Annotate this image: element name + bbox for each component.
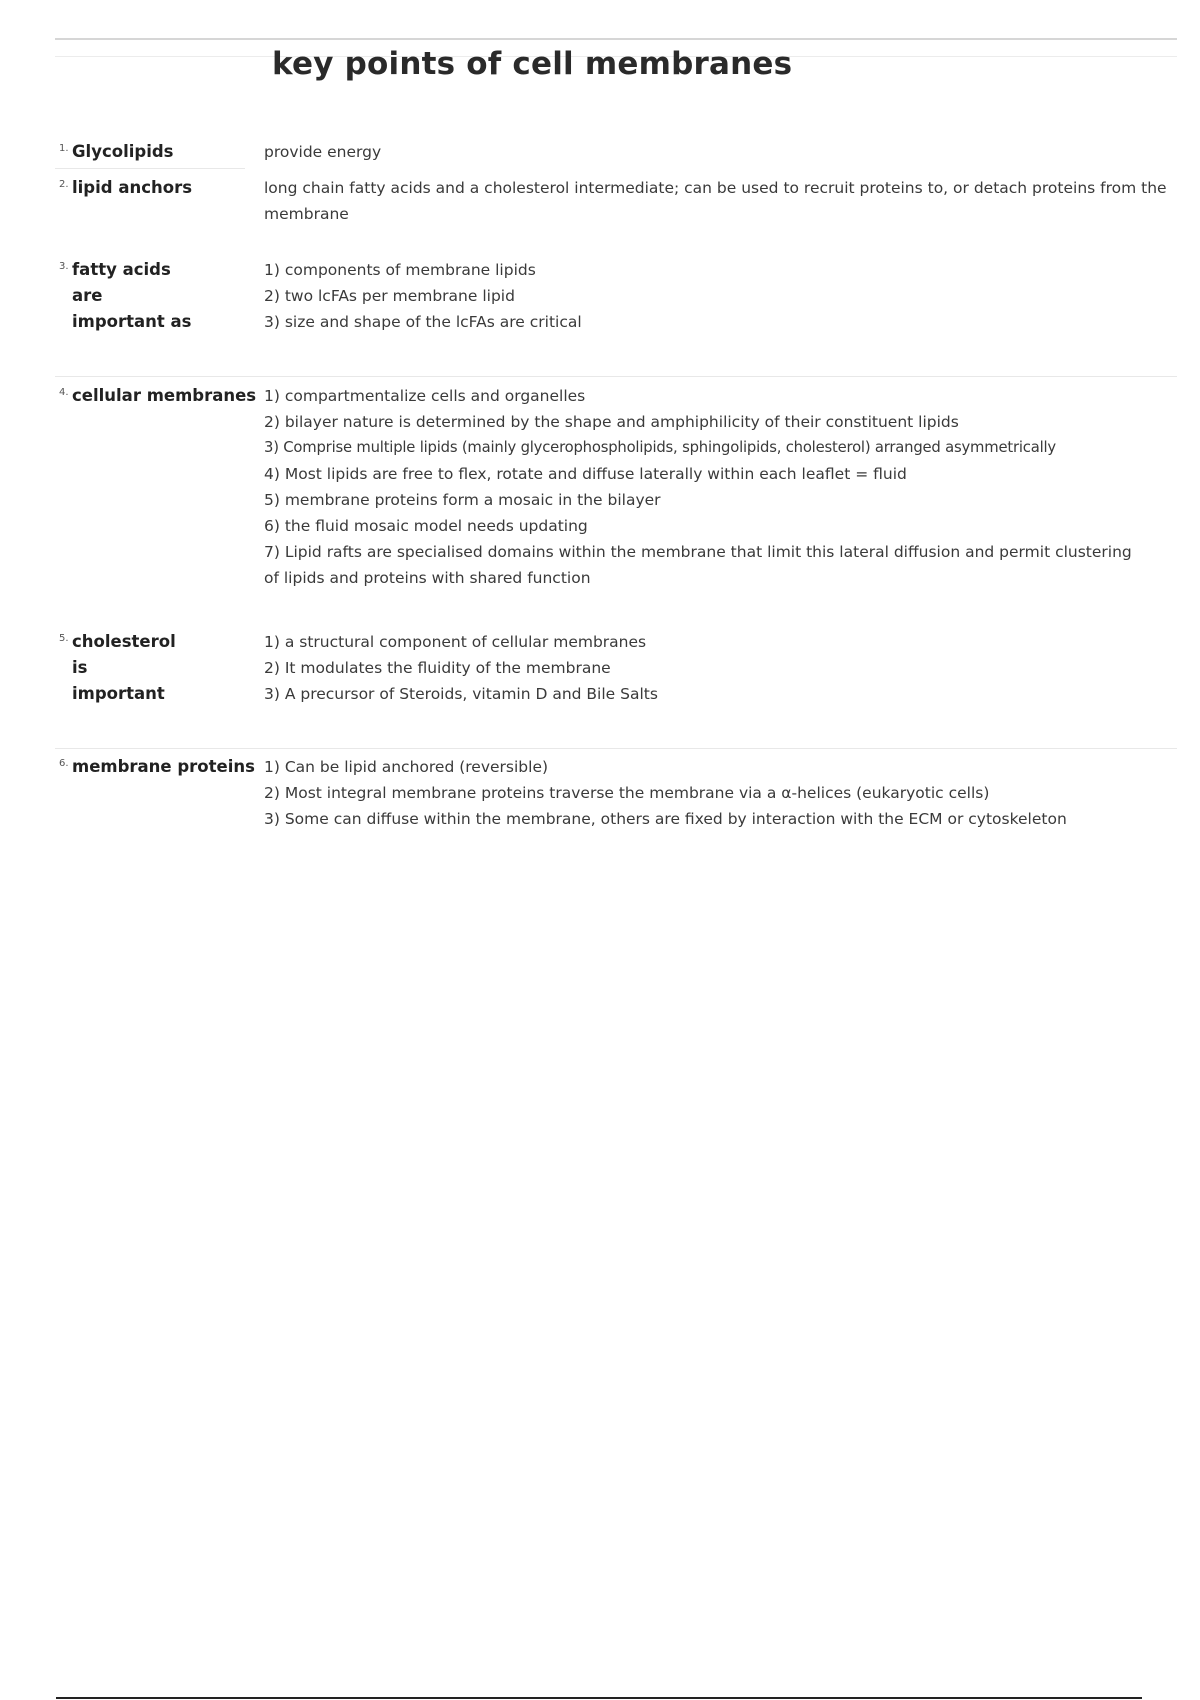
card-definition (264, 629, 1200, 707)
card-definition (264, 383, 1200, 591)
card-divider (55, 168, 245, 169)
card-term: cholesterol is important (72, 632, 176, 703)
definition-line: 7) Lipid rafts are specialised domains within the membrane that limit this lateral diffusion and permit clustering of lipids and proteins with shared function (264, 543, 1132, 587)
card-term: Glycolipids (72, 142, 174, 161)
definition-line: provide energy (264, 143, 382, 161)
card-term: lipid anchors (72, 178, 193, 197)
definition-line: 6) the fluid mosaic model needs updating (264, 517, 588, 535)
definition-line: 2) Most integral membrane proteins traverse the membrane via a α-helices (eukaryotic cells) (264, 784, 990, 802)
card-term: fatty acids are important as (72, 260, 192, 331)
definition-line: 3) Some can diffuse within the membrane, others are fixed by interaction with the ECM or cytoskeleton (264, 810, 1067, 828)
card-number: 5. (59, 633, 69, 644)
bottom-rule (56, 1697, 1142, 1699)
card-definition (264, 139, 1200, 165)
top-rule (55, 38, 1177, 40)
card-definition (264, 175, 1200, 227)
definition-line: 2) bilayer nature is determined by the shape and amphiphilicity of their constituent lipids (264, 413, 959, 431)
definition-line: 1) Can be lipid anchored (reversible) (264, 758, 549, 776)
card-number: 6. (59, 758, 69, 769)
definition-line: 4) Most lipids are free to flex, rotate and diffuse laterally within each leaflet = fluid (264, 465, 907, 483)
card-definition (264, 754, 1200, 832)
definition-line: 3) A precursor of Steroids, vitamin D and Bile Salts (264, 685, 658, 703)
definition-line: 1) components of membrane lipids (264, 261, 536, 279)
definition-line: 2) It modulates the fluidity of the membrane (264, 659, 611, 677)
definition-line: 2) two lcFAs per membrane lipid (264, 287, 515, 305)
definition-line: 3) Comprise multiple lipids (mainly glycerophospholipids, sphingolipids, cholesterol) arranged asymmetrically (264, 439, 1056, 456)
definition-line: 1) compartmentalize cells and organelles (264, 387, 586, 405)
card-term: cellular membranes (72, 386, 257, 405)
definition-line: 1) a structural component of cellular membranes (264, 633, 647, 651)
definition-line: 3) size and shape of the lcFAs are critical (264, 313, 582, 331)
card-divider (55, 376, 1177, 377)
card-definition (264, 257, 1200, 335)
card-number: 3. (59, 261, 69, 272)
page-title: key points of cell membranes (272, 46, 793, 82)
card-term: membrane proteins (72, 757, 255, 776)
definition-line: long chain fatty acids and a cholesterol intermediate; can be used to recruit proteins to, or detach proteins from the membrane (264, 179, 1167, 223)
card-number: 2. (59, 179, 69, 190)
card-divider (55, 748, 1177, 749)
card-number: 1. (59, 143, 69, 154)
definition-line: 5) membrane proteins form a mosaic in the bilayer (264, 491, 661, 509)
card-number: 4. (59, 387, 69, 398)
